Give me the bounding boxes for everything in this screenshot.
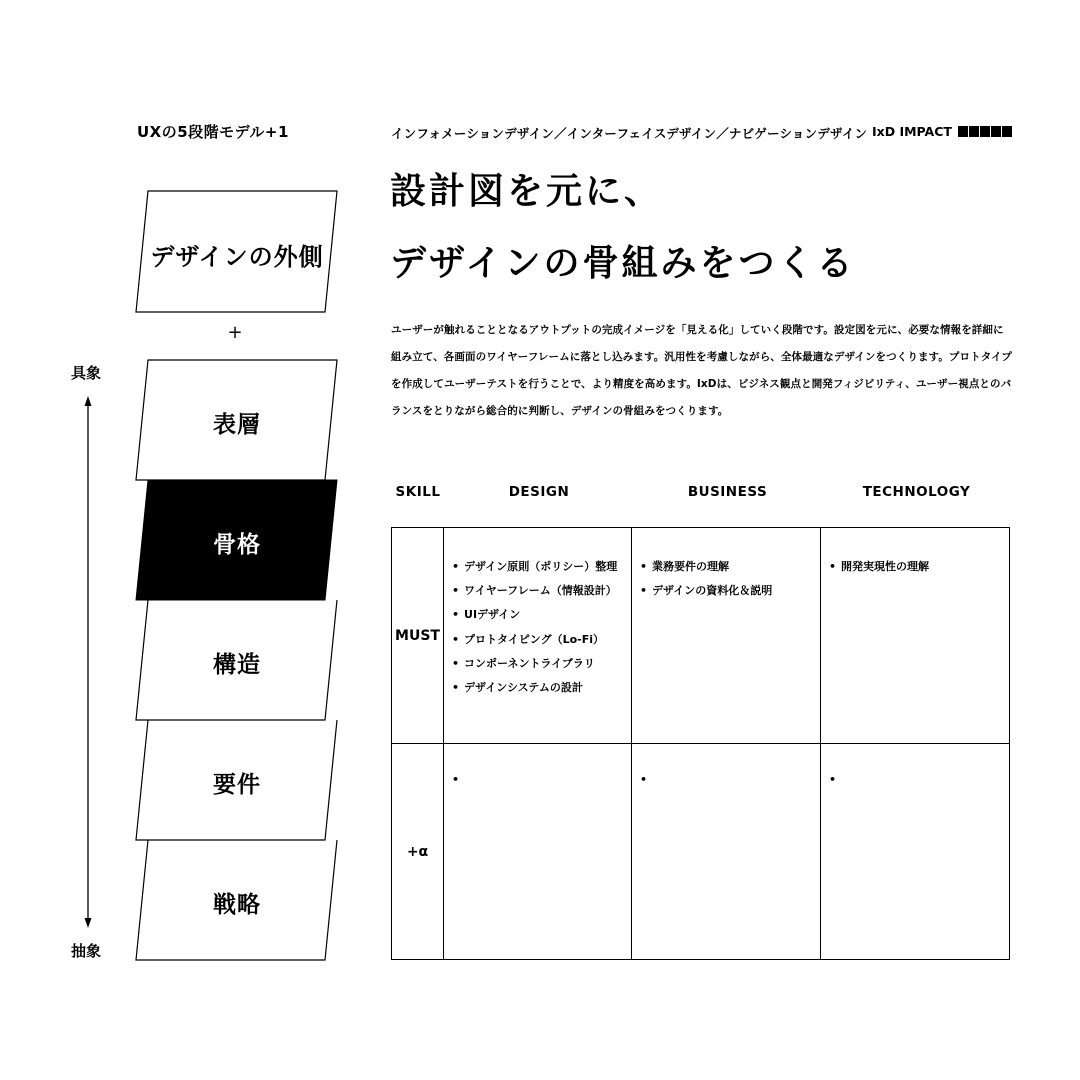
- axis-arrow-down-icon: [85, 918, 92, 928]
- list-item: • 開発実現性の理解: [829, 555, 1009, 579]
- layer-label-outside: デザインの外側: [150, 243, 324, 271]
- list-item: • デザイン原則（ポリシー）整理: [452, 555, 631, 579]
- list-item: [640, 768, 820, 792]
- list-item: • 業務要件の理解: [640, 555, 820, 579]
- list-item: • コンポーネントライブラリ: [452, 652, 631, 676]
- header-technology: TECHNOLOGY: [862, 484, 971, 500]
- skill-table: [391, 527, 1010, 960]
- list-item: • デザインの資料化＆説明: [640, 579, 820, 603]
- cell-must-technology: [821, 528, 1010, 744]
- brand-bars-icon: [958, 126, 1012, 137]
- phase-list: インフォメーションデザイン／インターフェイスデザイン／ナビゲーションデザイン: [391, 126, 868, 141]
- axis-label-abstract: 抽象: [71, 942, 102, 960]
- headline-line-2: デザインの骨組みをつくる: [390, 243, 856, 284]
- layer-label-skeleton: 骨格: [213, 532, 261, 558]
- list-item: • プロトタイピング（Lo-Fi）: [452, 628, 631, 652]
- row-label-plus-alpha: +α: [392, 744, 444, 960]
- cell-plus-business: [632, 744, 821, 960]
- description-text: ユーザーが触れることとなるアウトプットの完成イメージを「見える化」していく段階です。設定図を元に、必要な情報を詳細に組み立て、各画面のワイヤーフレームに落とし込みます。汎用性を考慮しながら、全体最適なデザインをつくります。プロトタイプを作成してユーザーテストを行うことで、より精度を高めます。IxDは、ビジネス観点と開発フィジビリティ、ユーザー視点とのバランスをとりながら総合的に判断し、デザインの骨組みをつくります。: [391, 324, 1012, 417]
- list-item: [452, 768, 631, 792]
- row-label-must: MUST: [392, 528, 444, 744]
- cell-must-design: [444, 528, 632, 744]
- list-item: [829, 768, 1009, 792]
- list-item: • デザインシステムの設計: [452, 676, 631, 700]
- header-business: BUSINESS: [687, 484, 768, 500]
- table-row-plus-alpha: [392, 744, 1010, 960]
- axis-label-concrete: 具象: [71, 364, 102, 382]
- cell-plus-technology: [821, 744, 1010, 960]
- brand-name: IxD IMPACT: [872, 124, 952, 139]
- plus-sign: +: [227, 322, 243, 343]
- layer-label-structure: 構造: [213, 652, 261, 678]
- axis-arrow-up-icon: [85, 396, 92, 406]
- layer-label-scope: 要件: [213, 772, 261, 798]
- layer-label-strategy: 戦略: [213, 892, 261, 918]
- model-title: UXの5段階モデル+1: [137, 123, 289, 141]
- header-design: DESIGN: [508, 484, 570, 500]
- cell-must-business: [632, 528, 821, 744]
- layer-label-surface: 表層: [213, 412, 261, 438]
- list-item: • ワイヤーフレーム（情報設計）: [452, 579, 631, 603]
- header-skill: SKILL: [395, 484, 441, 500]
- list-item: • UIデザイン: [452, 603, 631, 627]
- table-row-must: [392, 528, 1010, 744]
- cell-plus-design: [444, 744, 632, 960]
- headline-line-1: 設計図を元に、: [390, 171, 664, 212]
